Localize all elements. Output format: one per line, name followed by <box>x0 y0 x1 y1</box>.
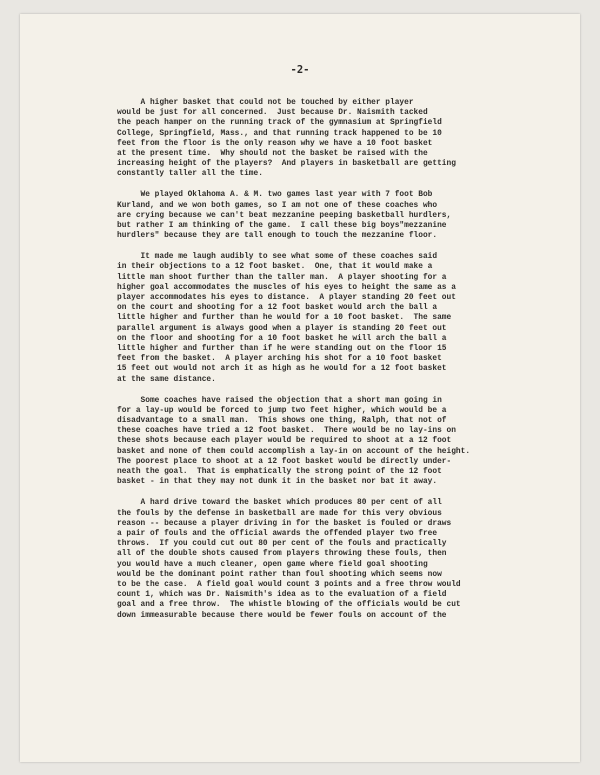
text-line: higher goal accommodates the muscles of his eyes to height the same as a <box>117 282 456 292</box>
text-line: at the same distance. <box>117 374 216 384</box>
text-line: for a lay-up would be forced to jump two feet higher, which would be a <box>117 405 447 415</box>
text-line: the peach hamper on the running track of the gymnasium at Springfield <box>117 118 442 128</box>
text-line: the fouls by the defense in basketball are made for this very obvious <box>117 508 442 518</box>
text-line: Kurland, and we won both games, so I am not one of these coaches who <box>117 200 438 210</box>
text-line: 15 feet out would not arch it as high as he would for a 12 foot basket <box>117 364 447 374</box>
text-line: throws. If you could cut out 80 per cent of the fouls and practically <box>117 539 447 549</box>
text-line: a pair of fouls and the official awards the offended player two free <box>117 528 438 538</box>
text-line: basket and none of them could accomplish a lay-in on account of the height. <box>117 446 471 456</box>
text-line: would be just for all concerned. Just because Dr. Naismith tacked <box>117 108 428 118</box>
text-line: The poorest place to shoot at a 12 foot basket would be directly under- <box>117 456 452 466</box>
paragraph <box>117 98 537 180</box>
paragraph <box>117 396 537 488</box>
text-line: little man shoot further than the taller man. A player shooting for a <box>117 272 447 282</box>
text-line: little higher and further than if he were standing out on the floor 15 <box>117 344 447 354</box>
text-line: all of the double shots caused from players throwing these fouls, then <box>117 549 447 559</box>
text-line: hurdlers" because they are tall enough to touch the mezzanine floor. <box>117 231 438 241</box>
text-line: increasing height of the players? And players in basketball are getting <box>117 159 456 169</box>
page-number: -2- <box>290 64 310 76</box>
text-line: A higher basket that could not be touched by either player <box>117 98 414 107</box>
text-line: We played Oklahoma A. & M. two games last year with 7 foot Bob <box>117 190 433 200</box>
text-line: It made me laugh audibly to see what some of these coaches said <box>117 252 438 262</box>
text-line: these coaches have tried a 12 foot basket. There would be no lay-ins on <box>117 426 456 436</box>
text-line: goal and a free throw. The whistle blowing of the officials would be cut <box>117 600 461 610</box>
text-line: in their objections to a 12 foot basket. One, that it would make a <box>117 262 433 272</box>
text-line: feet from the floor is the only reason why we have a 10 foot basket <box>117 138 433 148</box>
text-line: A hard drive toward the basket which produces 80 per cent of all <box>117 498 442 508</box>
text-line: at the present time. Why should not the basket be raised with the <box>117 149 428 159</box>
text-line: basket - in that they may not dunk it in the basket nor bat it away. <box>117 477 438 487</box>
paragraph <box>117 498 537 620</box>
text-line: disadvantage to a small man. This shows one thing, Ralph, that not of <box>117 416 447 426</box>
text-line: feet from the basket. A player arching his shot for a 10 foot basket <box>117 354 442 364</box>
text-line: these shots because each player would be required to shoot at a 12 foot <box>117 436 452 446</box>
text-line: down immeasurable because there would be fewer fouls on account of the <box>117 610 447 620</box>
text-line: constantly taller all the time. <box>117 169 263 179</box>
letter-body <box>117 98 537 632</box>
text-line: to be the case. A field goal would count 3 points and a free throw would <box>117 579 461 589</box>
text-line: Some coaches have raised the objection that a short man going in <box>117 395 442 405</box>
document-page <box>20 14 580 762</box>
text-line: neath the goal. That is emphatically the strong point of the 12 foot <box>117 467 442 477</box>
text-line: on the floor and shooting for a 10 foot basket he will arch the ball a <box>117 333 447 343</box>
text-line: College, Springfield, Mass., and that running track happened to be 10 <box>117 128 442 138</box>
text-line: count 1, which was Dr. Naismith's idea as to the evaluation of a field <box>117 590 447 600</box>
text-line: little higher and further than he would for a 10 foot basket. The same <box>117 313 452 323</box>
text-line: parallel argument is always good when a player is standing 20 feet out <box>117 323 447 333</box>
text-line: you would have a much cleaner, open game where field goal shooting <box>117 559 428 569</box>
text-line: would be the dominant point rather than foul shooting which seems now <box>117 569 442 579</box>
paragraph <box>117 190 537 241</box>
text-line: are crying because we can't beat mezzanine peeping basketball hurdlers, <box>117 210 452 220</box>
text-line: on the court and shooting for a 12 foot basket would arch the ball a <box>117 303 438 313</box>
text-line: but rather I am thinking of the game. I call these big boys"mezzanine <box>117 221 447 231</box>
text-line: player accommodates his eyes to distance. A player standing 20 feet out <box>117 293 456 303</box>
paragraph <box>117 252 537 385</box>
text-line: reason -- because a player driving in for the basket is fouled or draws <box>117 518 452 528</box>
